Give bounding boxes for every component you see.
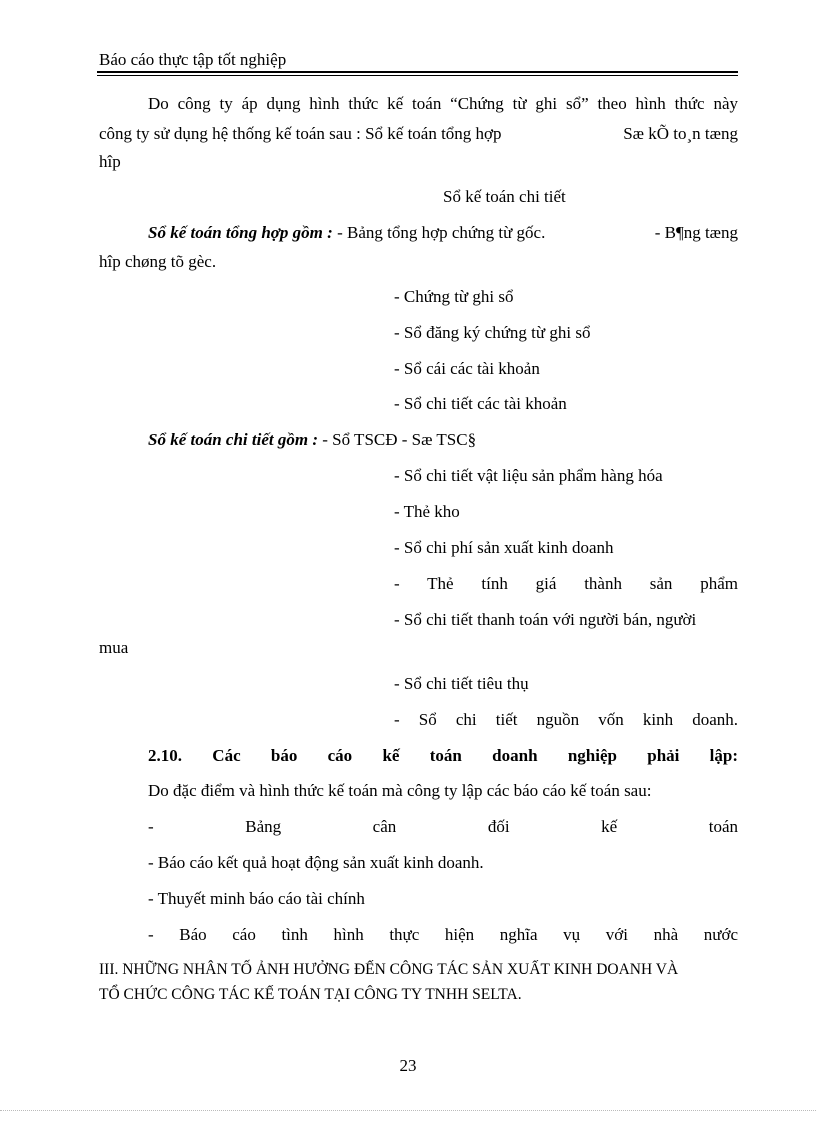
tonghop-label: Sổ kế toán tổng hợp gồm :: [148, 223, 333, 242]
list-item: - Sổ chi tiết thanh toán với người bán, người: [394, 610, 697, 629]
header-rule: [97, 71, 738, 73]
intro-line-2b: Sæ kÕ to¸n tæng: [623, 124, 738, 143]
list-item: - Báo cáo kết quả hoạt động sản xuất kinh doanh.: [148, 853, 484, 872]
list-item: - Sổ chi tiết nguồn vốn kinh doanh.: [394, 710, 738, 729]
section-heading: 2.10. Các báo cáo kế toán doanh nghiệp phải lập:: [148, 746, 738, 765]
part3-line-2: TỔ CHỨC CÔNG TÁC KẾ TOÁN TẠI CÔNG TY TNHH SELTA.: [99, 986, 522, 1003]
tonghop-second: - B¶ng tæng: [654, 223, 738, 242]
list-item: - Thẻ kho: [394, 502, 460, 521]
list-item: - Sổ đăng ký chứng từ ghi sổ: [394, 323, 591, 342]
list-item: - Thẻ tính giá thành sản phẩm: [394, 574, 738, 593]
list-item: - Sổ cái các tài khoản: [394, 359, 540, 378]
list-item: - Bảng cân đối kế toán: [148, 817, 738, 836]
intro-line-3: hîp: [99, 152, 121, 171]
part3-line-1: III. NHỮNG NHÂN TỐ ẢNH HƯỞNG ĐẾN CÔNG TÁC SẢN XUẤT KINH DOANH VÀ: [99, 961, 679, 978]
list-item: - Sổ chi tiết tiêu thụ: [394, 674, 529, 693]
intro-line-4: Sổ kế toán chi tiết: [443, 187, 566, 206]
intro-line-2a: công ty sử dụng hệ thống kế toán sau : Sổ kế toán tổng hợp: [99, 124, 502, 143]
list-item: - Thuyết minh báo cáo tài chính: [148, 889, 365, 908]
intro-line-1: Do công ty áp dụng hình thức kế toán “Chứng từ ghi sổ” theo hình thức này: [148, 94, 738, 113]
list-item: - Sổ chi tiết các tài khoản: [394, 394, 567, 413]
tonghop-line: [148, 223, 545, 243]
page-number: 23: [399, 1056, 417, 1075]
tonghop-cont: hîp chøng tõ gèc.: [99, 252, 217, 271]
list-item: - Sổ chi phí sản xuất kinh doanh: [394, 538, 614, 557]
chitiet-first: - Sổ TSCĐ - Sæ TSC§: [318, 430, 477, 449]
page-header: Báo cáo thực tập tốt nghiệp: [99, 50, 287, 69]
section-intro: Do đặc điểm và hình thức kế toán mà công ty lập các báo cáo kế toán sau:: [148, 781, 652, 800]
list-item: - Báo cáo tình hình thực hiện nghĩa vụ với nhà nước: [148, 925, 738, 944]
list-item: - Chứng từ ghi sổ: [394, 287, 514, 306]
tonghop-first: - Bảng tổng hợp chứng từ gốc.: [332, 223, 546, 242]
list-item-wrap: mua: [99, 638, 129, 657]
header-rule-thin: [97, 75, 738, 76]
chitiet-label: Sổ kế toán chi tiết gồm :: [148, 430, 318, 449]
list-item: - Sổ chi tiết vật liệu sản phẩm hàng hóa: [394, 466, 663, 485]
chitiet-line: [148, 430, 476, 450]
page-boundary: [0, 1110, 816, 1111]
